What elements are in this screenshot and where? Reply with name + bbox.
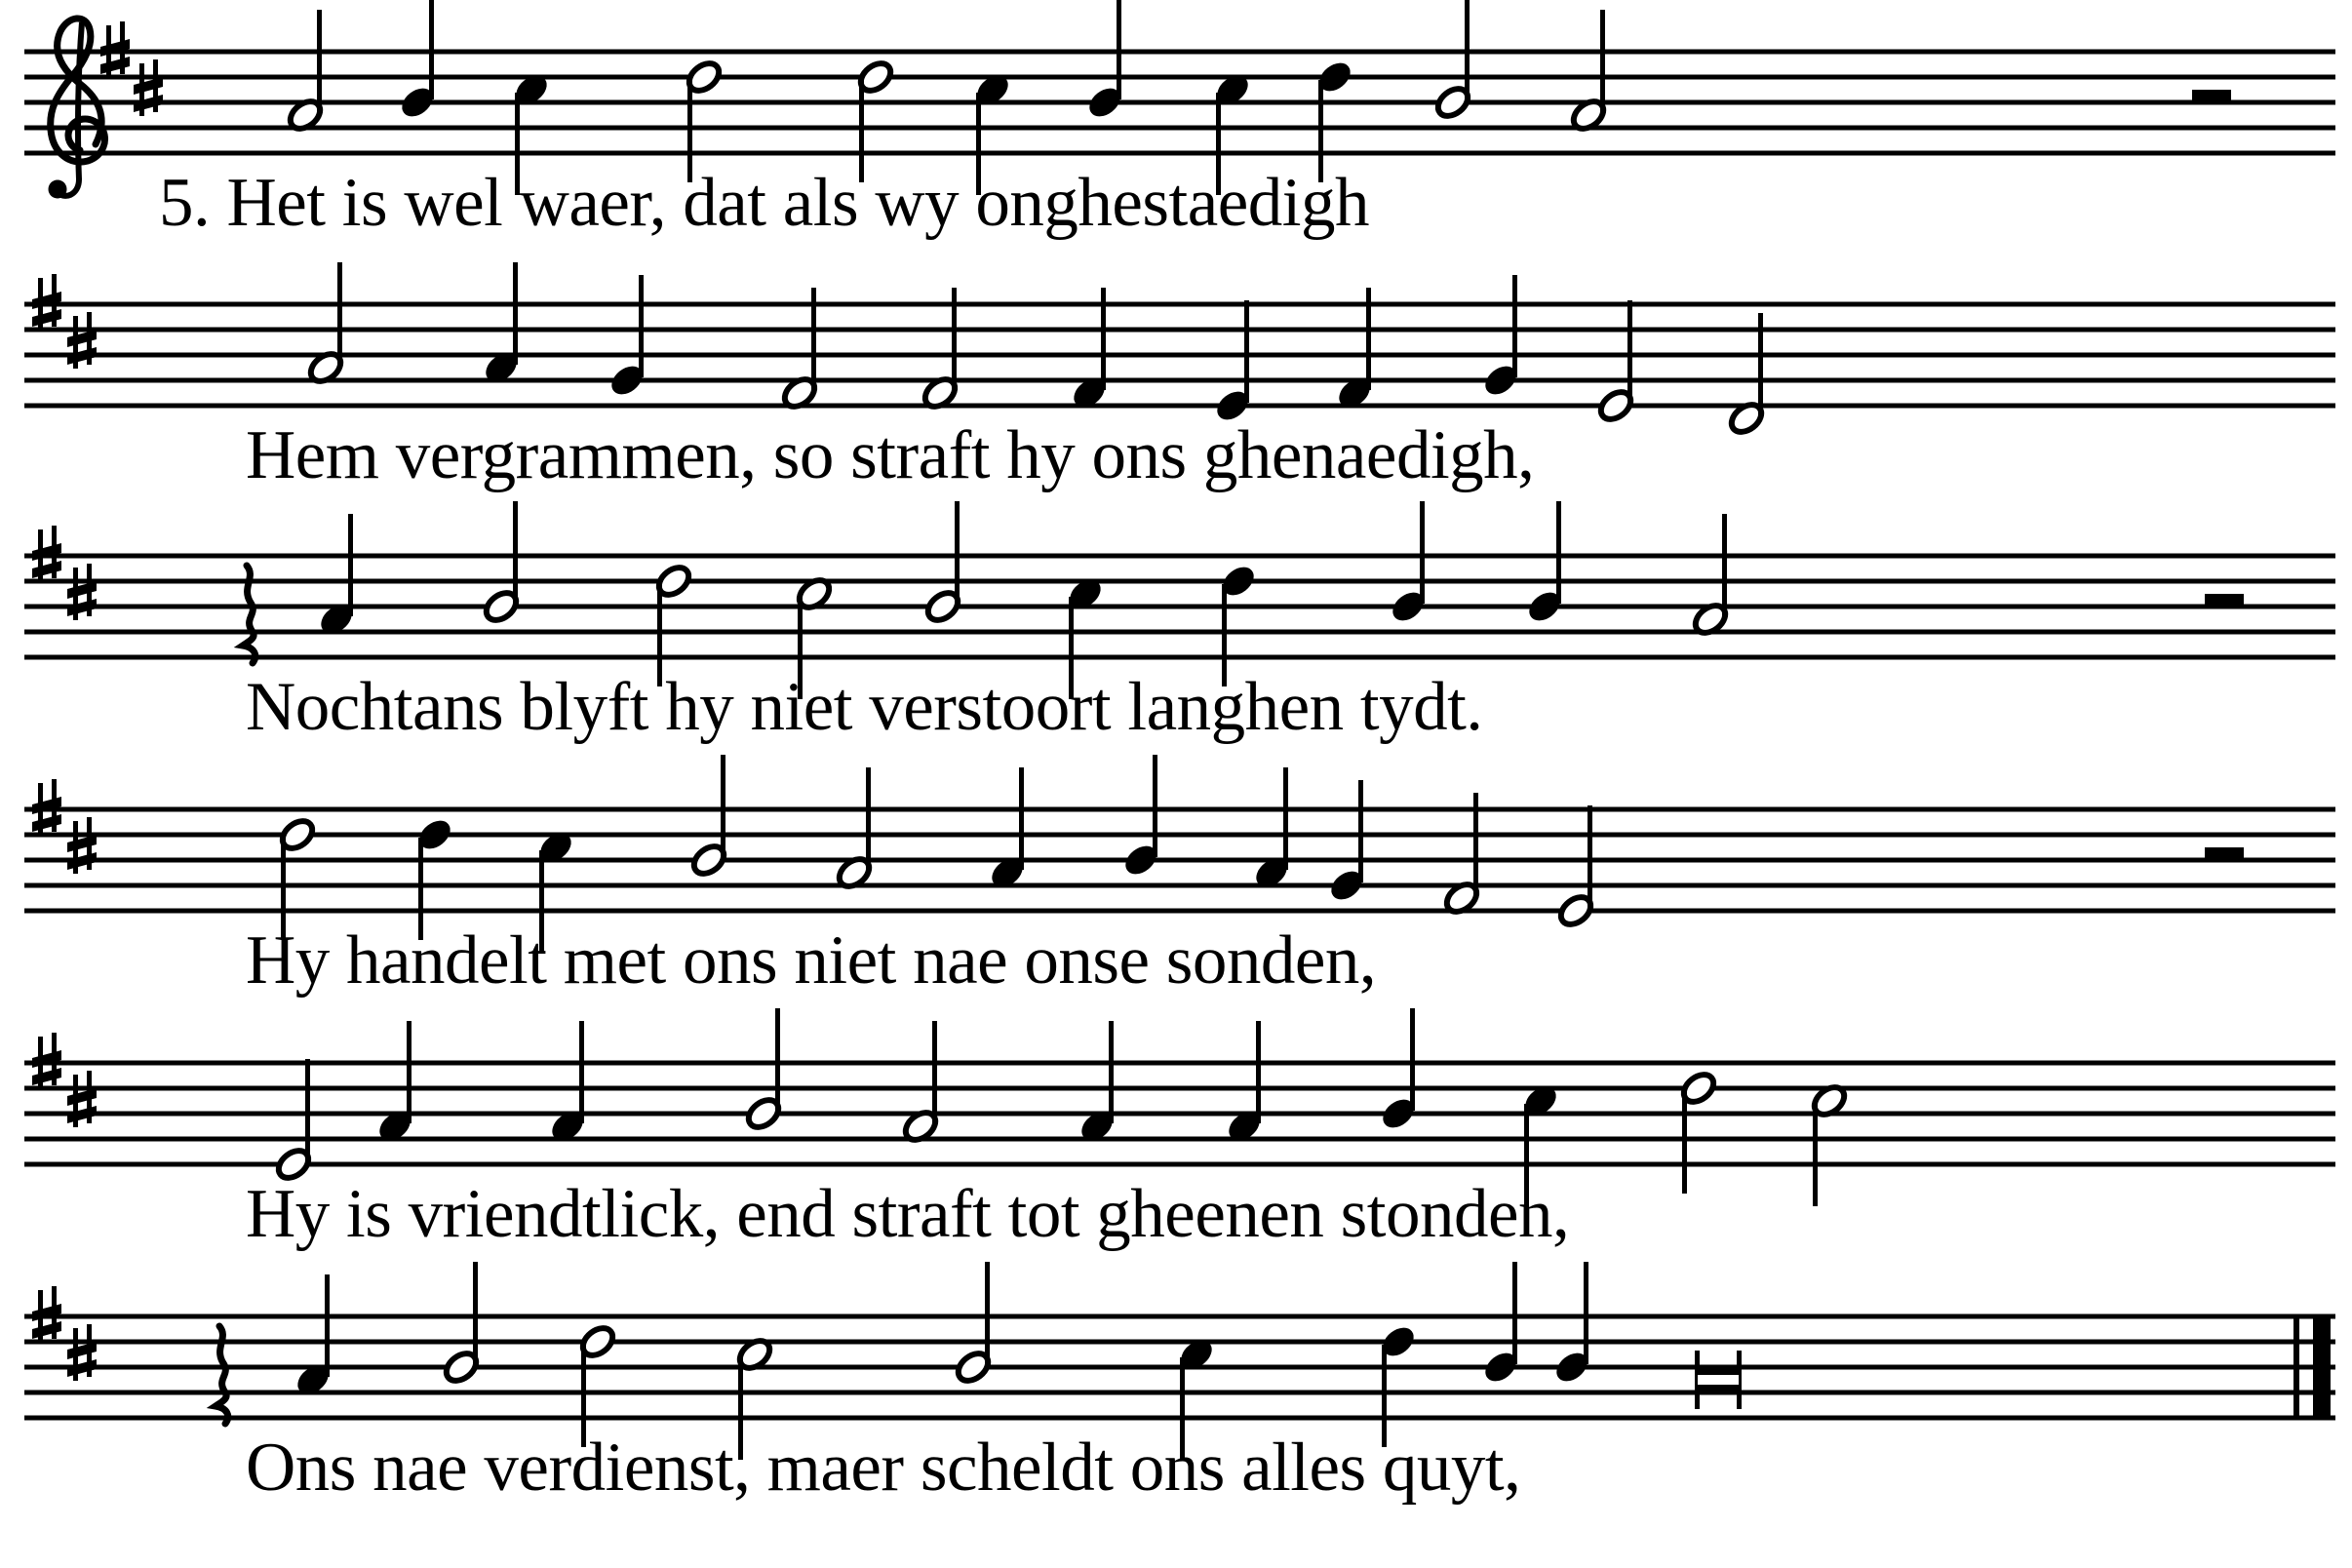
- sharp-bar: [67, 1359, 97, 1377]
- note-a4: [548, 1021, 588, 1146]
- note-d5: [415, 815, 455, 940]
- note-b4: [923, 501, 963, 626]
- clef-blob: [49, 180, 67, 199]
- lyric-line-2: Hem vergrammen, so straft hy ons ghenaedigh,: [246, 417, 1535, 493]
- sharp-bar: [32, 1321, 61, 1339]
- note-g4: [608, 275, 647, 400]
- lyric-line-1: 5. Het is wel waer, dat als wy onghestaedigh: [159, 165, 1369, 241]
- note-e4: [274, 1059, 314, 1184]
- note-a4: [482, 262, 522, 387]
- note-e4: [1556, 805, 1596, 930]
- lyric-line-6: Ons nae verdienst, maer scheldt ons alles quyt,: [246, 1430, 1521, 1506]
- sharp-bar: [100, 57, 130, 74]
- half-rest: [2205, 594, 2244, 607]
- lyric-line-5: Hy is vriendtlick, end straft tot gheenen stonden,: [246, 1176, 1570, 1252]
- note-g4: [1327, 780, 1367, 905]
- note-b4: [954, 1262, 994, 1387]
- note-a4: [901, 1021, 941, 1146]
- sharp-icon: [134, 59, 163, 116]
- sharp-bar: [67, 599, 97, 616]
- note-b4: [1389, 501, 1429, 626]
- sharp-bar: [67, 852, 97, 870]
- note-d5: [578, 1322, 618, 1447]
- half-rest: [2192, 90, 2231, 102]
- note-a4: [988, 767, 1028, 892]
- note-b4: [1525, 501, 1565, 626]
- lyric-line-3: Nochtans blyft hy niet verstoort langhen tydt.: [246, 669, 1483, 745]
- note-b4: [1379, 1008, 1419, 1133]
- sharp-bar: [134, 77, 163, 95]
- note-d5: [654, 562, 694, 686]
- note-b4: [1121, 755, 1161, 880]
- final-barline-thin: [2293, 1316, 2299, 1418]
- final-barline-thick: [2313, 1316, 2331, 1418]
- note-d5: [1679, 1069, 1719, 1194]
- sharp-icon: [67, 312, 97, 369]
- sharp-bar: [67, 1088, 97, 1106]
- note-c5: [1810, 1081, 1850, 1206]
- breve-slit: [1698, 1375, 1739, 1385]
- note-g4: [1481, 275, 1521, 400]
- note-b4: [482, 501, 522, 626]
- note-d5: [1219, 562, 1259, 686]
- note-a4: [1225, 1021, 1265, 1146]
- note-b4: [442, 1262, 482, 1387]
- sharp-icon: [67, 1324, 97, 1381]
- sharp-bar: [32, 1068, 61, 1085]
- note-a4: [1078, 1021, 1117, 1146]
- note-a4: [1695, 1351, 1742, 1409]
- note-b4: [1481, 1262, 1521, 1387]
- sharp-icon: [67, 564, 97, 620]
- note-a4: [306, 262, 346, 387]
- note-e4: [1213, 300, 1253, 425]
- treble-clef-icon: [49, 19, 105, 199]
- note-b4: [744, 1008, 784, 1133]
- sharp-icon: [32, 526, 61, 582]
- sharp-icon: [100, 21, 130, 78]
- sharp-bar: [32, 309, 61, 327]
- note-a4: [1569, 10, 1609, 135]
- staff-2: [24, 262, 2335, 438]
- sharp-icon: [32, 1033, 61, 1089]
- sharp-icon: [32, 779, 61, 836]
- note-d5: [856, 58, 896, 182]
- note-a4: [286, 10, 326, 135]
- note-a4: [375, 1021, 415, 1146]
- note-d5: [278, 815, 318, 940]
- note-d5: [1315, 58, 1355, 182]
- note-b4: [1433, 0, 1473, 122]
- sharp-icon: [67, 817, 97, 874]
- sharp-bar: [67, 1106, 97, 1123]
- note-a4: [1691, 514, 1731, 639]
- sharp-icon: [32, 1286, 61, 1343]
- note-a4: [294, 1274, 333, 1399]
- sharp-bar: [32, 814, 61, 832]
- note-b4: [689, 755, 729, 880]
- note-d5: [685, 58, 725, 182]
- note-b4: [1552, 1262, 1592, 1387]
- sharp-icon: [32, 274, 61, 331]
- sharp-bar: [67, 330, 97, 347]
- note-a4: [1252, 767, 1292, 892]
- note-a4: [317, 514, 357, 639]
- sharp-bar: [67, 347, 97, 365]
- note-e4: [1596, 300, 1636, 425]
- note-d5: [1379, 1322, 1419, 1447]
- sharp-bar: [134, 95, 163, 112]
- sharp-bar: [67, 835, 97, 852]
- half-rest: [2205, 847, 2244, 860]
- sharp-bar: [67, 1342, 97, 1359]
- sharp-bar: [32, 561, 61, 578]
- note-a4: [835, 767, 875, 892]
- lyric-line-4: Hy handelt met ons niet nae onse sonden,: [246, 922, 1377, 999]
- sharp-icon: [67, 1071, 97, 1127]
- sharp-bar: [67, 581, 97, 599]
